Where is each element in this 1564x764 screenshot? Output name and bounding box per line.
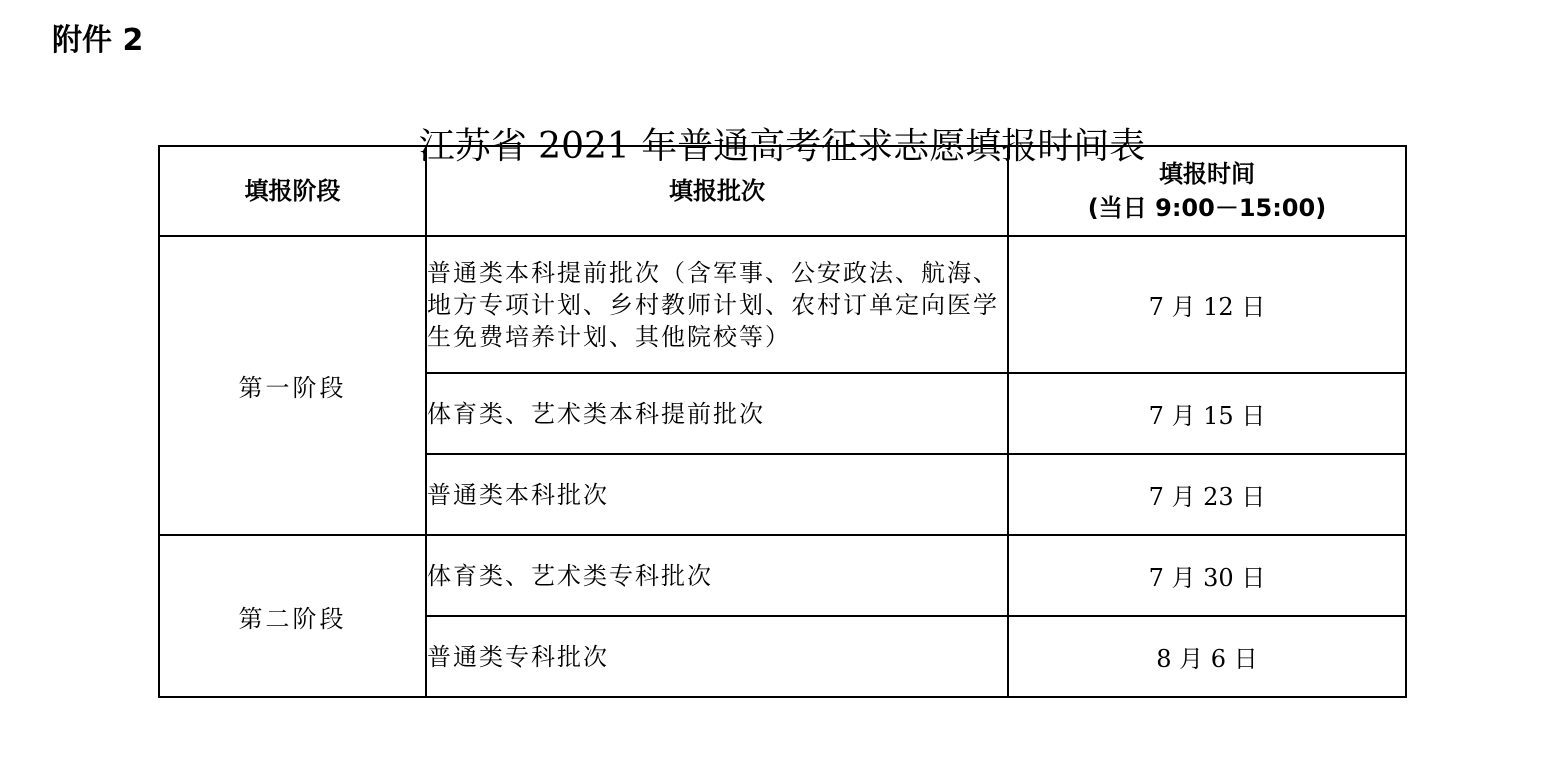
table-row: [159, 535, 1406, 616]
stage-cell-second: 第二阶段: [159, 535, 426, 697]
header-batch: 填报批次: [426, 146, 1008, 236]
stage-cell-first: 第一阶段: [159, 236, 426, 535]
header-time-label: 填报时间: [1159, 160, 1255, 188]
schedule-table: [158, 145, 1407, 698]
batch-cell: 体育类、艺术类本科提前批次: [426, 373, 1008, 454]
date-cell: 7 月 15 日: [1008, 373, 1406, 454]
header-time: [1008, 146, 1406, 236]
date-cell: 8 月 6 日: [1008, 616, 1406, 697]
date-cell: 7 月 12 日: [1008, 236, 1406, 373]
batch-cell: 体育类、艺术类专科批次: [426, 535, 1008, 616]
batch-cell: 普通类本科批次: [426, 454, 1008, 535]
page-title: 江苏省 2021 年普通高考征求志愿填报时间表: [418, 126, 1146, 167]
header-stage: 填报阶段: [159, 146, 426, 236]
header-time-note: (当日 9:00－15:00): [1087, 194, 1327, 222]
batch-cell: 普通类专科批次: [426, 616, 1008, 697]
date-cell: 7 月 23 日: [1008, 454, 1406, 535]
batch-cell: 普通类本科提前批次（含军事、公安政法、航海、地方专项计划、乡村教师计划、农村订单定向医学生免费培养计划、其他院校等）: [426, 236, 1008, 373]
annex-label: 附件 2: [52, 23, 144, 58]
table-row: [159, 236, 1406, 373]
table-header-row: [159, 146, 1406, 236]
date-cell: 7 月 30 日: [1008, 535, 1406, 616]
